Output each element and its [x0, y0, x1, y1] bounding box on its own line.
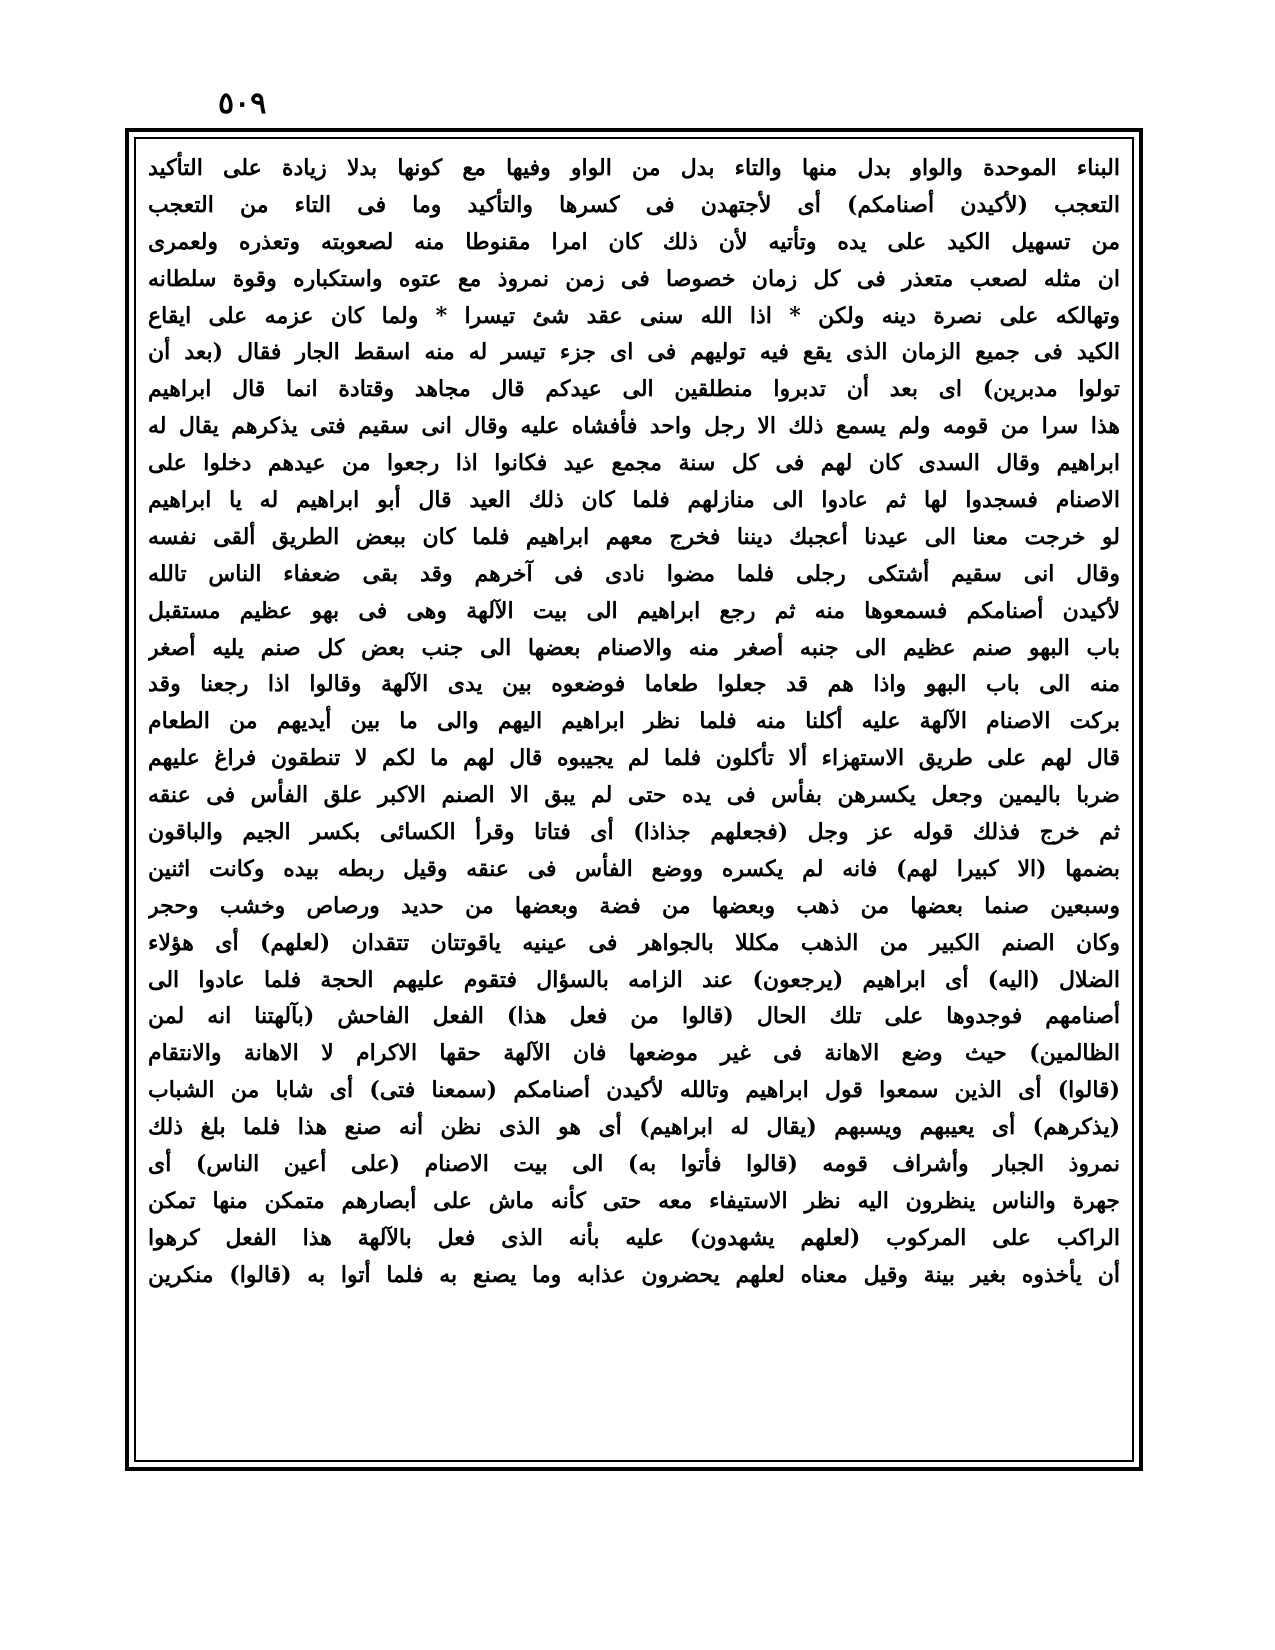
text-line: وسبعين صنما بعضها من ذهب وبعضها من فضة وبعضها من حديد ورصاص وخشب وحجر — [148, 892, 1120, 919]
text-line: لأكيدن أصنامكم فسمعوها منه ثم رجع ابراهيم الى بيت الآلهة وهى فى بهو عظيم مستقبل — [148, 597, 1120, 624]
text-line: بضمها (الا كبيرا لهم) فانه لم يكسره ووضع الفأس فى عنقه وقيل ربطه بيده وكانت اثنين — [148, 855, 1120, 882]
text-line: ان مثله لصعب متعذر فى كل زمان خصوصا فى زمن نمروذ مع عتوه واستكباره وقوة سلطانه — [148, 265, 1120, 292]
text-line: نمروذ الجبار وأشراف قومه (قالوا فأتوا به) الى بيت الاصنام (على أعين الناس) أى — [148, 1151, 1120, 1178]
text-line: التعجب (لأكيدن أصنامكم) أى لأجتهدن فى كسرها والتأكيد وما فى التاء من التعجب — [148, 191, 1120, 218]
text-line: هذا سرا من قومه ولم يسمع ذلك الا رجل واحد فأفشاه عليه وقال انى سقيم فتى يذكرهم يقال له — [148, 413, 1120, 440]
text-line: وكان الصنم الكبير من الذهب مكللا بالجواهر فى عينيه ياقوتتان تتقدان (لعلهم) أى هؤلاء — [148, 929, 1120, 956]
text-line: الاصنام فسجدوا لها ثم عادوا الى منازلهم فلما كان ذلك العيد قال أبو ابراهيم له يا ابراهيم — [148, 487, 1120, 514]
text-line: ثم خرج فذلك قوله عز وجل (فجعلهم جذاذا) أى فتاتا وقرأ الكسائى بكسر الجيم والباقون — [148, 819, 1120, 846]
text-line: (يذكرهم) أى يعيبهم ويسبهم (يقال له ابراهيم) أى هو الذى نظن أنه صنع هذا فلما بلغ ذلك — [148, 1114, 1120, 1141]
text-line: قال لهم على طريق الاستهزاء ألا تأكلون فلما لم يجيبوه قال لهم ما لكم لا تنطقون فراغ عليهم — [148, 745, 1120, 772]
text-line: الظالمين) حيث وضع الاهانة فى غير موضعها فان الآلهة حقها الاكرام لا الاهانة والانتقام — [148, 1040, 1120, 1067]
text-line: ابراهيم وقال السدى كان لهم فى كل سنة مجمع عيد فكانوا اذا رجعوا من عيدهم دخلوا على — [148, 450, 1120, 477]
text-line: باب البهو صنم عظيم الى جنبه أصغر منه والاصنام بعضها الى جنب بعض كل صنم يليه أصغر — [148, 634, 1120, 661]
page-number: ٥٠٩ — [218, 86, 267, 121]
text-line: الراكب على المركوب (لعلهم يشهدون) عليه بأنه الذى فعل بالآلهة هذا الفعل كرهوا — [148, 1224, 1120, 1251]
text-line: أصنامهم فوجدوها على تلك الحال (قالوا من فعل هذا) الفعل الفاحش (بآلهتنا انه لمن — [148, 1003, 1120, 1030]
text-line: أن يأخذوه بغير بينة وقيل معناه لعلهم يحضرون عذابه وما يصنع به فلما أتوا به (قالوا) منكرين — [148, 1261, 1120, 1288]
text-line: تولوا مدبرين) اى بعد أن تدبروا منطلقين الى عيدكم قال مجاهد وقتادة انما قال ابراهيم — [148, 376, 1120, 403]
text-line: من تسهيل الكيد على يده وتأتيه لأن ذلك كان امرا مقنوطا منه لصعوبته وتعذره ولعمرى — [148, 228, 1120, 255]
main-text — [148, 150, 1120, 1450]
text-line: ضربا باليمين وجعل يكسرهن بفأس فى يده حتى لم يبق الا الصنم الاكبر علق الفأس فى عنقه — [148, 782, 1120, 809]
text-line: البناء الموحدة والواو بدل منها والتاء بدل من الواو وفيها مع كونها بدلا زيادة على التأكيد — [148, 155, 1120, 181]
text-line: بركت الاصنام الآلهة عليه أكلنا منه فلما نظر ابراهيم اليهم والى ما بين أيديهم من الطعام — [148, 708, 1120, 735]
text-line: وتهالكه على نصرة دينه ولكن * اذا الله سنى عقد شئ تيسرا * ولما كان عزمه على ايقاع — [148, 302, 1120, 329]
text-line: منه الى باب البهو واذا هم قد جعلوا طعاما فوضعوه بين يدى الآلهة وقالوا اذا رجعنا وقد — [148, 671, 1120, 698]
text-line: لو خرجت معنا الى عيدنا أعجبك ديننا فخرج معهم ابراهيم فلما كان ببعض الطريق ألقى نفسه — [148, 523, 1120, 550]
text-line: وقال انى سقيم أشتكى رجلى فلما مضوا نادى فى آخرهم وقد بقى ضعفاء الناس تالله — [148, 560, 1120, 587]
text-line: الكيد فى جميع الزمان الذى يقع فيه توليهم فى اى جزء تيسر له منه اسقط الجار فقال (بعد أن — [148, 339, 1120, 366]
text-line: جهرة والناس ينظرون اليه نظر الاستيفاء معه حتى كأنه ماش على أبصارهم متمكن منها تمكن — [148, 1187, 1120, 1214]
text-line: (قالوا) أى الذين سمعوا قول ابراهيم وتالله لأكيدن أصنامكم (سمعنا فتى) أى شابا من الشباب — [148, 1077, 1120, 1104]
text-line: الضلال (اليه) أى ابراهيم (يرجعون) عند الزامه بالسؤال فتقوم عليهم الحجة فلما عادوا الى — [148, 966, 1120, 993]
